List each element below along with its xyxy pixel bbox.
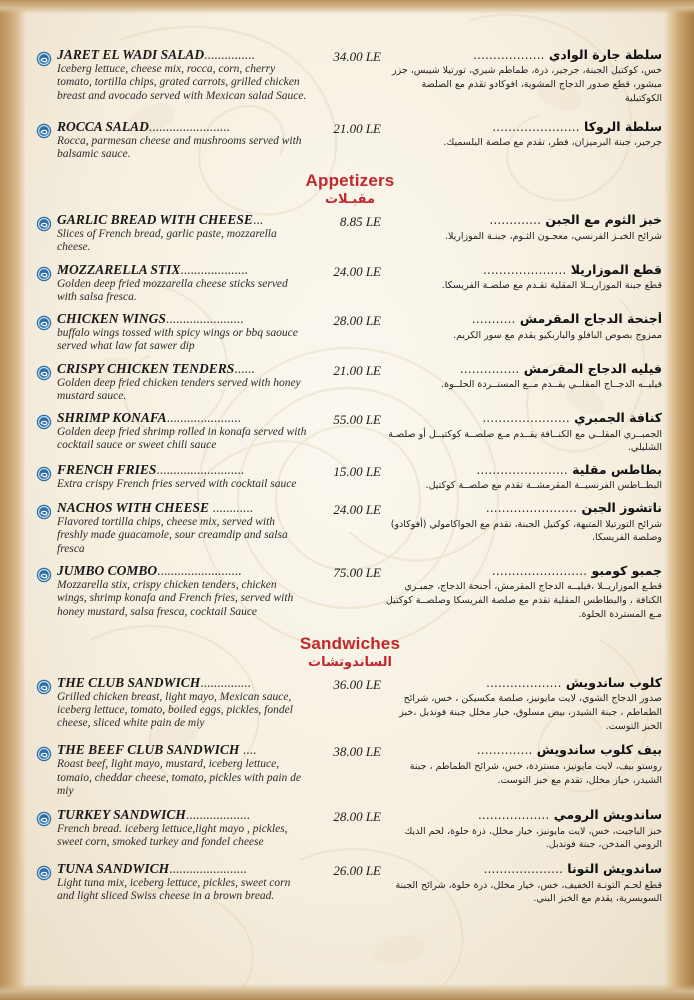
item-price: 75.00 LE [333,565,381,581]
sandwiches-list [36,676,664,906]
item-desc-ar: قطع لحـم التونـة الخفيف، خس، خيار مخلل، ذرة حلوة، شرائح الجبنة السويسرية، يقدم مع الخبز البني. [395,879,662,905]
item-price: 28.00 LE [333,313,381,329]
item-price-col [309,213,385,230]
item-desc-en: French bread. iceberg lettuce,light mayo , pickles, sweet corn, smoked turkey and fondel cheese [57,823,288,849]
item-name-ar: بيف كلوب ساندويش .............. [476,743,662,758]
item-desc-ar: صدور الدجاج الشوي، لايت مايونيز، صلصة مكسيكن ، خس، شرائح الطماطم ، جبنة الشيدر، بيض مسلوق، خيار مخلل جبنة فوندبل ،خبز الخبز التوست. [399,693,662,732]
item-name-ar: كلوب ساندويش ................... [485,675,662,690]
item-english [57,564,309,619]
item-english [57,362,309,404]
item-arabic [385,808,664,852]
swirl-badge-icon [36,466,52,482]
item-name-en: MOZZARELLA STIX.................... [57,262,248,277]
item-desc-ar: فيليــه الدجــاج المقلــي يقــدم مــع المستــردة الحلــوة. [441,379,662,391]
swirl-badge-icon [36,365,52,381]
item-arabic [385,120,664,150]
item-desc-ar: خبز الباجيت، خس، لايت مايونيز، خيار مخلل، ذرة حلوة، لحم الديك الرومي المدخن، جبنة فوندبل. [404,825,662,851]
item-arabic [385,362,664,392]
item-desc-ar: البطــاطس الفرنسيــة المقرمشــة تقدم مع صلصــة كوكتيل. [425,480,662,492]
item-desc-en: Roast beef, light mayo, mustard, iceberg lettuce, tomaio, cheddar cheese, tomato, pickles with pain de miy [57,758,302,797]
item-desc-ar: شرائح التورتيلا المتبهة، كوكتيل الجبنة، تقدم مع الجواكامولي (أفوكادو) وصلصة الفريسكا. [390,518,662,544]
item-english [57,676,309,731]
swirl-badge-icon [36,123,52,139]
menu-item [36,362,664,404]
menu-item [36,564,664,622]
item-price-col [309,263,385,280]
item-price: 21.00 LE [333,120,381,136]
item-price-col [309,808,385,825]
menu-item [36,48,664,106]
item-name-ar: ساندويش التونا .................... [483,862,662,877]
menu-item [36,411,664,455]
item-name-ar: بطاطس مقلية ....................... [476,463,662,478]
item-price-col [309,411,385,428]
item-name-en: TURKEY SANDWICH................... [57,808,251,823]
item-english [57,411,309,453]
menu-item [36,743,664,798]
item-price-col [309,862,385,879]
item-arabic [385,312,664,342]
item-english [57,501,309,556]
item-price: 8.85 LE [339,214,381,230]
item-price: 15.00 LE [333,464,381,480]
item-price: 24.00 LE [333,502,381,518]
item-name-en: CHICKEN WINGS....................... [57,312,244,327]
item-desc-ar: ممزوج بصوص البافلو والباربكيو يقدم مع سور الكريم. [453,329,662,341]
item-name-en: GARLIC BREAD WITH CHEESE... [57,213,264,228]
swirl-badge-icon [36,414,52,430]
item-price: 28.00 LE [333,809,381,825]
item-name-ar: خبز الثوم مع الجبن ............. [489,213,662,228]
item-price: 55.00 LE [333,412,381,428]
page-edge-bottom [0,984,694,1000]
section-title-en: Sandwiches [299,633,401,653]
section-heading-appetizers [36,171,664,207]
item-name-en: ROCCA SALAD........................ [57,119,230,134]
swirl-badge-icon [36,811,52,827]
item-english [57,743,309,798]
item-arabic [385,411,664,455]
item-price-col [309,676,385,693]
swirl-badge-icon [36,504,52,520]
item-arabic [385,263,664,293]
swirl-badge-icon [36,315,52,331]
item-name-en: THE CLUB SANDWICH............... [57,675,251,690]
menu-item [36,862,664,906]
item-price-col [309,463,385,480]
item-name-en: NACHOS WITH CHEESE ............ [57,501,253,516]
item-name-ar: قطع الموزاريلا ..................... [482,262,662,277]
item-price-col [309,501,385,518]
swirl-badge-icon [36,746,52,762]
section-title-ar: مقبـلات [324,192,376,208]
item-price: 26.00 LE [333,863,381,879]
item-name-ar: كنافة الجمبري ...................... [482,411,662,426]
item-price: 24.00 LE [333,263,381,279]
item-desc-ar: روستو بيف، لايت مايونيز، مستردة، خس، شرائح الطماطم ، جبنة الشيدر، خيار مخلل، تقدم مع خبز التوست. [409,760,662,786]
item-arabic [385,862,664,906]
item-arabic [385,501,664,545]
menu-item [36,312,664,354]
item-english [57,120,309,162]
item-name-ar: فيليه الدجاج المقرمش ............... [459,361,662,376]
swirl-badge-icon [36,567,52,583]
menu-item [36,676,664,734]
item-desc-ar: قطع جبنة الموزاريــلا المقلية تقـدم مع صلصـة الفريسكا. [441,280,662,292]
section-title-ar: الساندوتشات [308,654,392,670]
item-arabic [385,213,664,243]
item-desc-en: Flavored tortilla chips, cheese mix, served with freshly made guacamole, sour creamdip and salsa fresca [57,516,288,555]
item-name-ar: أجنحة الدجاج المقرمش ........... [471,312,662,327]
item-price-col [309,120,385,137]
item-name-en: JUMBO COMBO......................... [57,564,242,579]
item-desc-en: Golden deep fried chicken tenders served with honey mustard sauce. [57,376,301,402]
swirl-badge-icon [36,216,52,232]
item-arabic [385,48,664,106]
item-price-col [309,564,385,581]
item-english [57,808,309,850]
item-name-en: THE BEEF CLUB SANDWICH .... [57,743,257,758]
menu-item [36,808,664,852]
item-english [57,312,309,354]
swirl-badge-icon [36,865,52,881]
item-name-en: FRENCH FRIES.......................... [57,463,245,478]
item-name-en: TUNA SANDWICH....................... [57,862,247,877]
item-price: 34.00 LE [333,49,381,64]
item-desc-en: Golden deep fried mozzarella cheese sticks served with salsa fresca. [57,277,288,303]
menu-item [36,120,664,162]
salads-continued-list [36,48,664,161]
menu-item [36,213,664,255]
item-price: 21.00 LE [333,362,381,378]
item-english [57,213,309,255]
item-english [57,263,309,305]
swirl-badge-icon [36,679,52,695]
item-desc-en: Mozzarella stix, crispy chicken tenders, chicken wings, shrimp konafa and French fries, served with honey mustard, salsa fresca, cocktail Sauce [57,578,294,618]
swirl-badge-icon [36,266,52,282]
item-name-en: CRISPY CHICKEN TENDERS...... [57,361,255,376]
item-desc-ar: خس، كوكتيل الجبنة، جرجير، ذرة، طماطم شيري، تورتيلا شيبس، جزر مبشور، قطع صدور الدجاج المشوية، افوكادو تقدم مع الصلصة الكوكتيلية [392,65,662,104]
item-desc-en: Golden deep fried shrimp rolled in konafa served with cocktail sauce or sweet chili sauce [57,426,307,452]
section-title-en: Appetizers [305,171,395,191]
item-price: 38.00 LE [333,744,381,760]
item-arabic [385,463,664,493]
item-desc-en: Slices of French bread, garlic paste, mozzarella cheese. [57,228,277,254]
item-english [57,463,309,491]
item-desc-en: Rocca, parmesan cheese and mushrooms served with balsamic sauce. [57,134,302,160]
menu-item [36,463,664,493]
item-price-col [309,312,385,329]
item-name-en: JARET EL WADI SALAD............... [57,48,255,62]
item-price: 36.00 LE [333,676,381,692]
item-arabic [385,743,664,787]
item-arabic [385,676,664,734]
item-desc-en: Iceberg lettuce, cheese mix, rocca, corn, cherry tomato, tortilla chips, grated carrots, grilled chicken breast and avocado served with Mexican salad Sauce. [57,62,307,102]
appetizers-list [36,213,664,622]
item-price-col [309,743,385,760]
item-name-en: SHRIMP KONAFA...................... [57,411,241,426]
item-desc-ar: شرائح الخبـز الفرنسي، معجـون الثـوم، جبنـة الموزاريلا. [444,230,662,242]
item-name-ar: سلطة جارة الوادي .................. [473,48,662,62]
menu-item [36,263,664,305]
item-price-col [309,48,385,65]
item-desc-en: Extra crispy French fries served with cocktail sauce [57,477,297,490]
item-english [57,862,309,904]
item-desc-ar: قطـع الموزاريــلا ،فيليــه الدجاج المقرمش، أجنحة الدجاج، جمبـري الكنافة ، والبطاطس المقلية تقدم مع صلصة الفريسكا وصلصــة كوكتيل مـع المستردة الحلوة. [385,581,662,620]
item-desc-ar: الجمبــري المقلــي مع الكنــافة يقــدم مـع صلصــة كوكتيــل أو صلصـة الشليلي. [388,428,662,454]
swirl-badge-icon [36,51,52,67]
item-english [57,48,309,103]
item-price-col [309,362,385,379]
item-arabic [385,564,664,622]
menu-item [36,501,664,556]
item-desc-en: buffalo wings tossed with spicy wings or bbq saouce served what law fat sawer dip [57,327,298,353]
item-name-ar: سلطة الروكا ...................... [492,119,662,134]
section-heading-sandwiches [36,634,664,670]
item-name-ar: ساندويش الرومي .................. [477,808,662,823]
item-name-ar: ناتشوز الجبن ....................... [485,501,662,516]
item-desc-ar: جرجير، جبنة البرميزان، فطر، تقدم مع صلصة البلسميك. [443,137,662,149]
item-desc-en: Grilled chicken breast, light mayo, Mexican sauce, iceberg lettuce, tomato, boiled eggs, pickles, fondel cheese, sliced white pain de miy [57,690,293,730]
item-name-ar: جمبو كومبو ........................ [491,564,662,579]
item-desc-en: Light tuna mix, iceberg lettuce, pickles, sweet corn and light sliced Swiss cheese in a brown bread. [57,876,291,903]
